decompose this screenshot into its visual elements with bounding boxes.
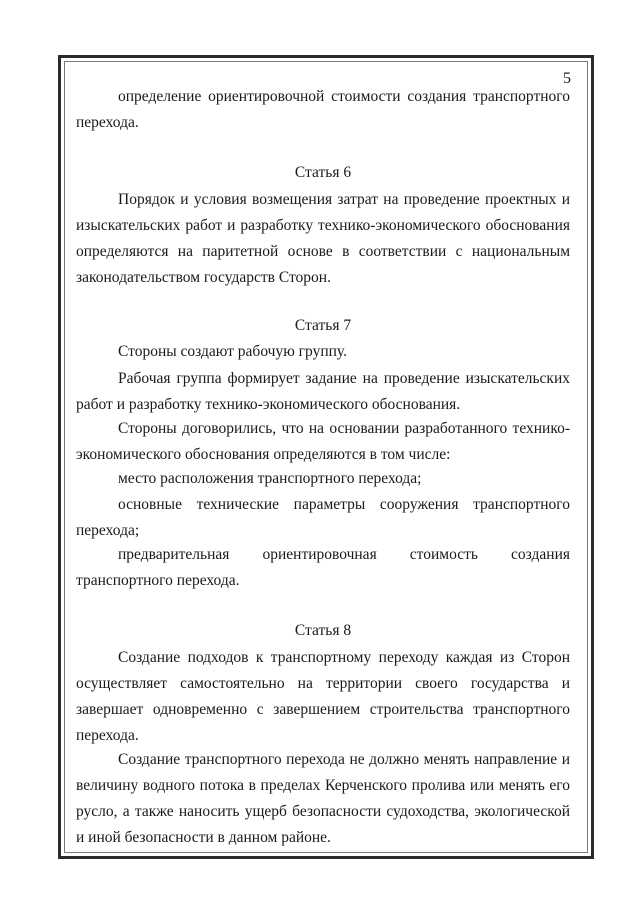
article-7-paragraph-3: Стороны договорились, что на основании разработанного технико-экономического обоснования определяются в том числе: [76, 420, 570, 463]
article-8-paragraph-2: Создание транспортного перехода не должно менять направление и величину водного потока в пределах Керченского пролива или менять его русло, а также наносить ущерб безопасности судоходства, экологической и иной безопасности в данном районе. [76, 751, 570, 846]
article-7-heading: Статья 7 [294, 317, 352, 334]
article-7-paragraph-6: предварительная ориентировочная стоимость создания транспортного перехода. [76, 546, 570, 589]
intro-paragraph: определение ориентировочной стоимости создания транспортного перехода. [76, 88, 570, 131]
article-8-paragraph-1: Создание подходов к транспортному переходу каждая из Сторон осуществляет самостоятельно на территории своего государства и завершает одновременно с завершением строительства транспортного перехода. [76, 649, 570, 744]
article-6-paragraph-1: Порядок и условия возмещения затрат на проведение проектных и изыскательских работ и разработку технико-экономического обоснования определяются на паритетной основе в соответствии с национальным законодательством государств Сторон. [76, 191, 570, 286]
article-6-heading: Статья 6 [294, 164, 352, 181]
article-7-paragraph-2: Рабочая группа формирует задание на проведение изыскательских работ и разработку технико-экономического обоснования. [76, 370, 570, 413]
page-number: 5 [563, 70, 571, 87]
article-7-paragraph-4: место расположения транспортного перехода; [118, 470, 422, 487]
article-7-paragraph-5: основные технические параметры сооружения транспортного перехода; [76, 496, 570, 539]
article-7-paragraph-1: Стороны создают рабочую группу. [118, 343, 347, 360]
article-8-heading: Статья 8 [294, 622, 352, 639]
